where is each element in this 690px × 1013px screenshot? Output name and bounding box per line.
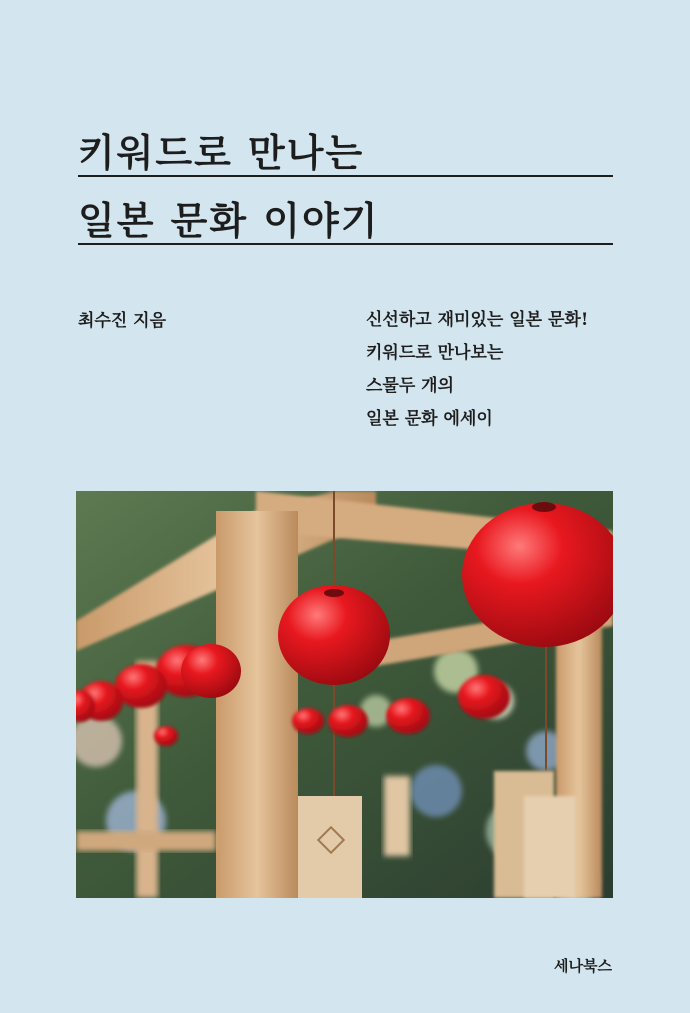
blurb-line: 신선하고 재미있는 일본 문화! <box>366 310 589 330</box>
publisher-name: 세나북스 <box>554 957 612 975</box>
blurb-line: 일본 문화 에세이 <box>366 409 493 429</box>
title-line-1: 키워드로 만나는 <box>78 130 365 175</box>
cover-blurb <box>366 304 588 436</box>
wind-chimes-photo <box>76 491 613 898</box>
blurb-line: 스물두 개의 <box>366 376 455 396</box>
title-rule-top <box>78 175 613 177</box>
blurb-line: 키워드로 만나보는 <box>366 343 504 363</box>
title-line-2: 일본 문화 이야기 <box>78 198 380 243</box>
author-credit: 최수진 지음 <box>78 311 167 331</box>
title-rule-bottom <box>78 243 613 245</box>
